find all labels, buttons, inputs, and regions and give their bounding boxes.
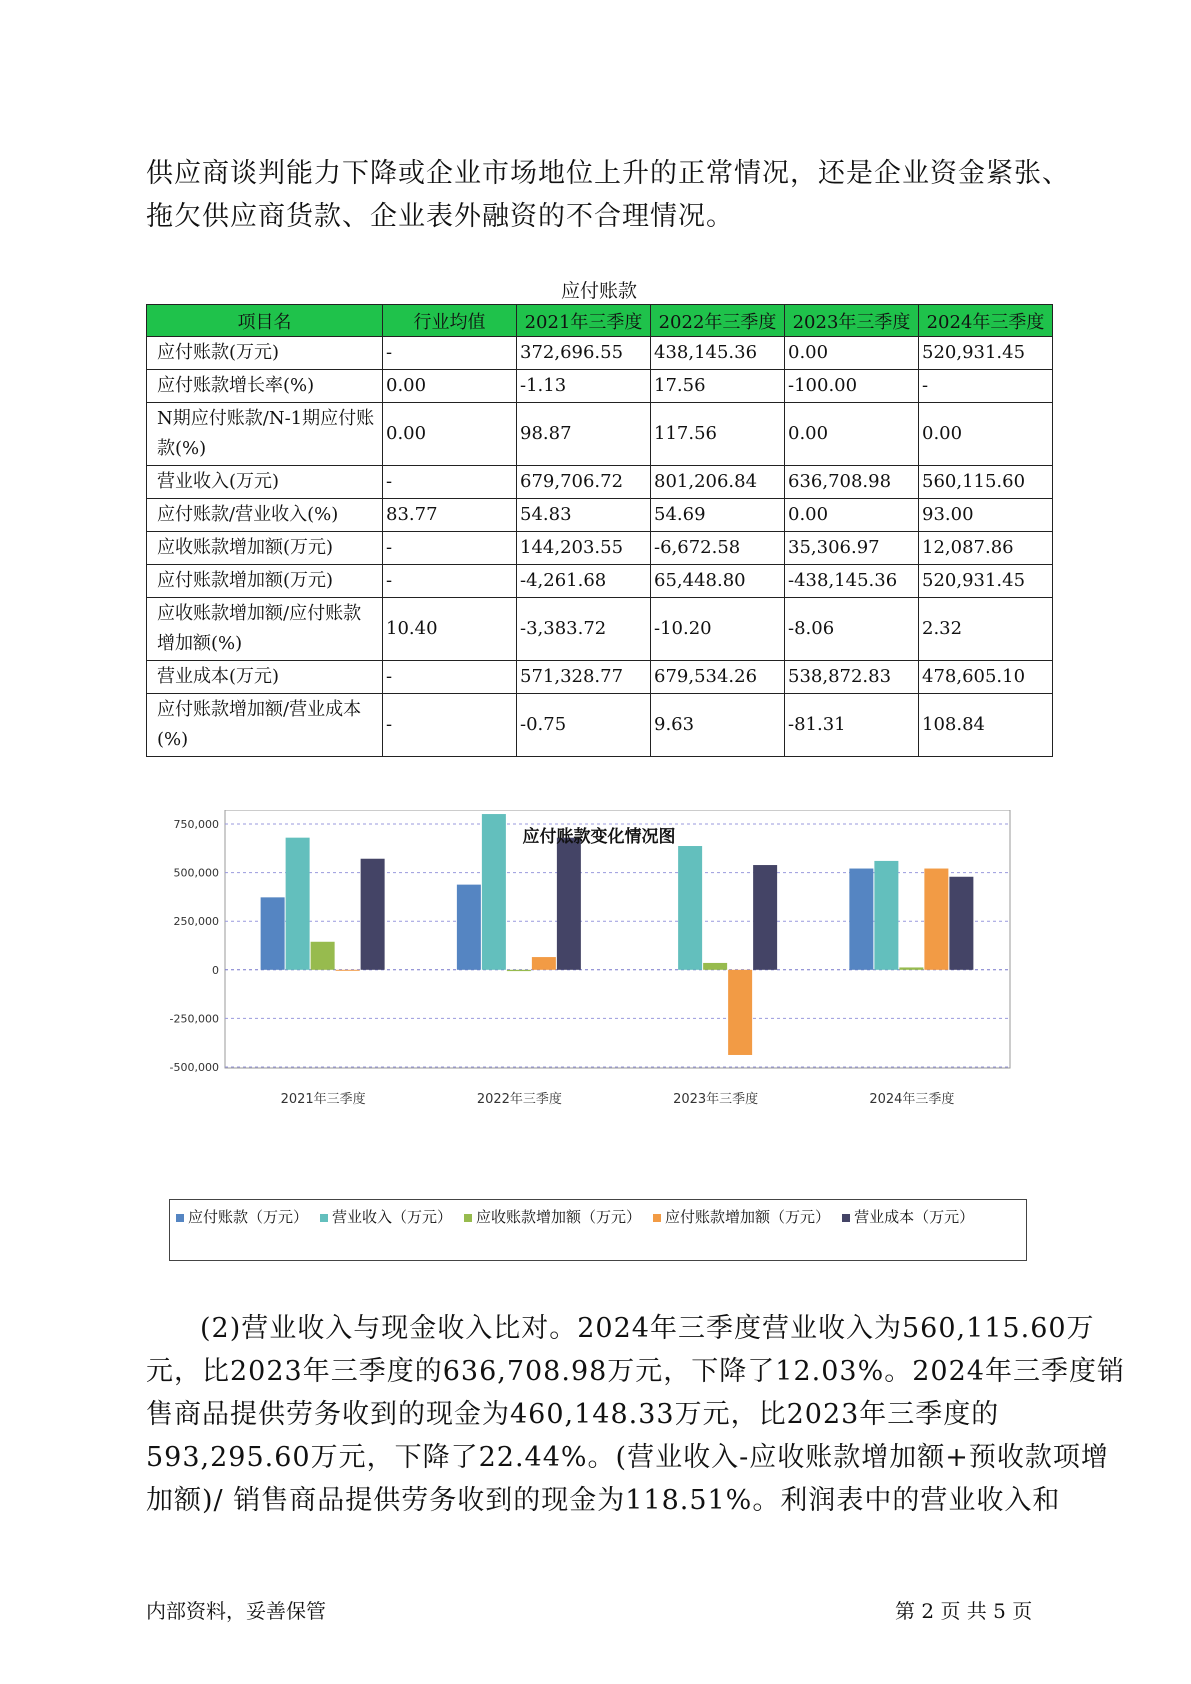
- legend-swatch: [176, 1214, 184, 1222]
- chart-title: 应付账款变化情况图: [522, 827, 676, 847]
- y-tick-label: -250,000: [169, 1012, 219, 1026]
- table-cell: 54.69: [651, 499, 785, 532]
- table-cell: -: [919, 370, 1053, 403]
- paragraph-line: 加额)/ 销售商品提供劳务收到的现金为118.51%。利润表中的营业收入和: [146, 1485, 1061, 1516]
- row-label: 应付账款增长率(%): [147, 370, 383, 403]
- table-cell: 0.00: [785, 337, 919, 370]
- row-label: 应收账款增加额(万元): [147, 532, 383, 565]
- table-cell: -10.20: [651, 598, 785, 661]
- x-tick-label: 2024年三季度: [869, 1092, 955, 1107]
- header-cell: 2024年三季度: [919, 305, 1053, 337]
- table-cell: 0.00: [383, 370, 517, 403]
- table-cell: 560,115.60: [919, 466, 1053, 499]
- table-row: [147, 532, 1053, 565]
- table-row: [147, 661, 1053, 694]
- table-cell: 17.56: [651, 370, 785, 403]
- table-cell: 801,206.84: [651, 466, 785, 499]
- table-row: [147, 565, 1053, 598]
- table-cell: 571,328.77: [517, 661, 651, 694]
- table-cell: 2.32: [919, 598, 1053, 661]
- table-cell: 98.87: [517, 403, 651, 466]
- table-row: [147, 499, 1053, 532]
- legend-swatch: [464, 1214, 472, 1222]
- table-title: 应付账款: [560, 280, 637, 302]
- intro-line: 供应商谈判能力下降或企业市场地位上升的正常情况，还是企业资金紧张、: [146, 158, 1070, 189]
- bar: [703, 963, 727, 970]
- row-label: 营业成本(万元): [147, 661, 383, 694]
- table-cell: -4,261.68: [517, 565, 651, 598]
- table-cell: -: [383, 532, 517, 565]
- table-cell: -: [383, 661, 517, 694]
- bar: [874, 861, 898, 970]
- legend-item: [320, 1204, 452, 1231]
- header-cell: 2023年三季度: [785, 305, 919, 337]
- bar: [899, 967, 923, 969]
- y-tick-label: 250,000: [173, 915, 219, 929]
- chart-legend: [169, 1199, 1027, 1261]
- legend-item: [176, 1204, 308, 1231]
- table-row: [147, 598, 1053, 661]
- paragraph-line: (2)营业收入与现金收入比对。2024年三季度营业收入为560,115.60万: [200, 1313, 1095, 1344]
- table-cell: -0.75: [517, 694, 651, 757]
- row-label: N期应付账款/N-1期应付账款(%): [147, 403, 383, 466]
- y-tick-label: 750,000: [173, 818, 219, 831]
- legend-label: 应付账款（万元）: [188, 1208, 309, 1226]
- x-tick-label: 2023年三季度: [673, 1092, 759, 1107]
- bar: [507, 970, 531, 971]
- table-row: [147, 370, 1053, 403]
- paragraph-line: 售商品提供劳务收到的现金为460,148.33万元，比2023年三季度的: [146, 1399, 1000, 1430]
- legend-label: 应收账款增加额（万元）: [476, 1208, 642, 1226]
- table-cell: -: [383, 565, 517, 598]
- table-cell: 65,448.80: [651, 565, 785, 598]
- legend-label: 应付账款增加额（万元）: [665, 1208, 831, 1226]
- table-cell: 538,872.83: [785, 661, 919, 694]
- header-cell: 项目名: [147, 305, 383, 337]
- table-cell: -: [383, 466, 517, 499]
- legend-item: [653, 1204, 830, 1231]
- table-cell: 372,696.55: [517, 337, 651, 370]
- bar: [286, 838, 310, 970]
- table-cell: 0.00: [383, 403, 517, 466]
- bar: [949, 877, 973, 970]
- legend-swatch: [653, 1214, 661, 1222]
- table-cell: 478,605.10: [919, 661, 1053, 694]
- table-cell: -1.13: [517, 370, 651, 403]
- table-cell: 93.00: [919, 499, 1053, 532]
- table-row: [147, 403, 1053, 466]
- table-row: [147, 466, 1053, 499]
- row-label: 应付账款/营业收入(%): [147, 499, 383, 532]
- bar: [849, 869, 873, 970]
- table-cell: -3,383.72: [517, 598, 651, 661]
- table-cell: -8.06: [785, 598, 919, 661]
- table-cell: 12,087.86: [919, 532, 1053, 565]
- bar: [311, 942, 335, 970]
- x-tick-label: 2022年三季度: [476, 1092, 562, 1107]
- footer-note: 内部资料，妥善保管: [146, 1599, 326, 1623]
- table-cell: -100.00: [785, 370, 919, 403]
- table-cell: 54.83: [517, 499, 651, 532]
- table-cell: 438,145.36: [651, 337, 785, 370]
- table-cell: -6,672.58: [651, 532, 785, 565]
- bar: [336, 970, 360, 971]
- table-cell: 0.00: [785, 499, 919, 532]
- table-cell: 35,306.97: [785, 532, 919, 565]
- bar: [361, 859, 385, 970]
- intro-paragraph: [146, 152, 1070, 238]
- row-label: 营业收入(万元): [147, 466, 383, 499]
- table-header-row: [147, 305, 1053, 337]
- bar: [753, 865, 777, 970]
- table-cell: -: [383, 694, 517, 757]
- row-label: 应付账款增加额/营业成本(%): [147, 694, 383, 757]
- table-cell: 83.77: [383, 499, 517, 532]
- legend-label: 营业收入（万元）: [332, 1208, 453, 1226]
- header-cell: 行业均值: [383, 305, 517, 337]
- table-cell: 679,706.72: [517, 466, 651, 499]
- table-cell: -438,145.36: [785, 565, 919, 598]
- legend-swatch: [320, 1214, 328, 1222]
- bar: [457, 885, 481, 970]
- chart-container: [146, 810, 1052, 1260]
- table-cell: 10.40: [383, 598, 517, 661]
- table-cell: 144,203.55: [517, 532, 651, 565]
- table-row: [147, 694, 1053, 757]
- legend-item: [842, 1204, 974, 1231]
- table-cell: 0.00: [785, 403, 919, 466]
- paragraph-line: 593,295.60万元，下降了22.44%。(营业收入-应收账款增加额+预收款项增: [146, 1442, 1109, 1473]
- paragraph-line: 元，比2023年三季度的636,708.98万元，下降了12.03%。2024年三季度销: [146, 1356, 1125, 1387]
- table-cell: 9.63: [651, 694, 785, 757]
- bar-chart: [146, 810, 1052, 1200]
- legend-swatch: [842, 1214, 850, 1222]
- header-cell: 2021年三季度: [517, 305, 651, 337]
- bar: [557, 838, 581, 970]
- table-cell: 679,534.26: [651, 661, 785, 694]
- bar: [924, 869, 948, 970]
- row-label: 应收账款增加额/应付账款增加额(%): [147, 598, 383, 661]
- legend-label: 营业成本（万元）: [854, 1208, 975, 1226]
- table-cell: 0.00: [919, 403, 1053, 466]
- y-tick-label: -500,000: [169, 1061, 219, 1074]
- page-number: 第 2 页 共 5 页: [895, 1599, 1033, 1623]
- y-tick-label: 500,000: [173, 866, 219, 880]
- row-label: 应付账款(万元): [147, 337, 383, 370]
- bar: [728, 970, 752, 1055]
- bar: [261, 897, 285, 969]
- bar: [532, 957, 556, 970]
- bar: [678, 846, 702, 970]
- legend-item: [464, 1204, 641, 1231]
- row-label: 应付账款增加额(万元): [147, 565, 383, 598]
- header-cell: 2022年三季度: [651, 305, 785, 337]
- intro-line: 拖欠供应商货款、企业表外融资的不合理情况。: [146, 201, 734, 232]
- table-cell: 108.84: [919, 694, 1053, 757]
- table-cell: 520,931.45: [919, 337, 1053, 370]
- payables-table: [146, 304, 1053, 757]
- body-paragraph: [146, 1307, 1125, 1522]
- x-tick-label: 2021年三季度: [280, 1092, 366, 1107]
- table-cell: -81.31: [785, 694, 919, 757]
- table-cell: 520,931.45: [919, 565, 1053, 598]
- table-cell: 636,708.98: [785, 466, 919, 499]
- table-cell: 117.56: [651, 403, 785, 466]
- table-row: [147, 337, 1053, 370]
- table-cell: -: [383, 337, 517, 370]
- y-tick-label: 0: [212, 963, 219, 977]
